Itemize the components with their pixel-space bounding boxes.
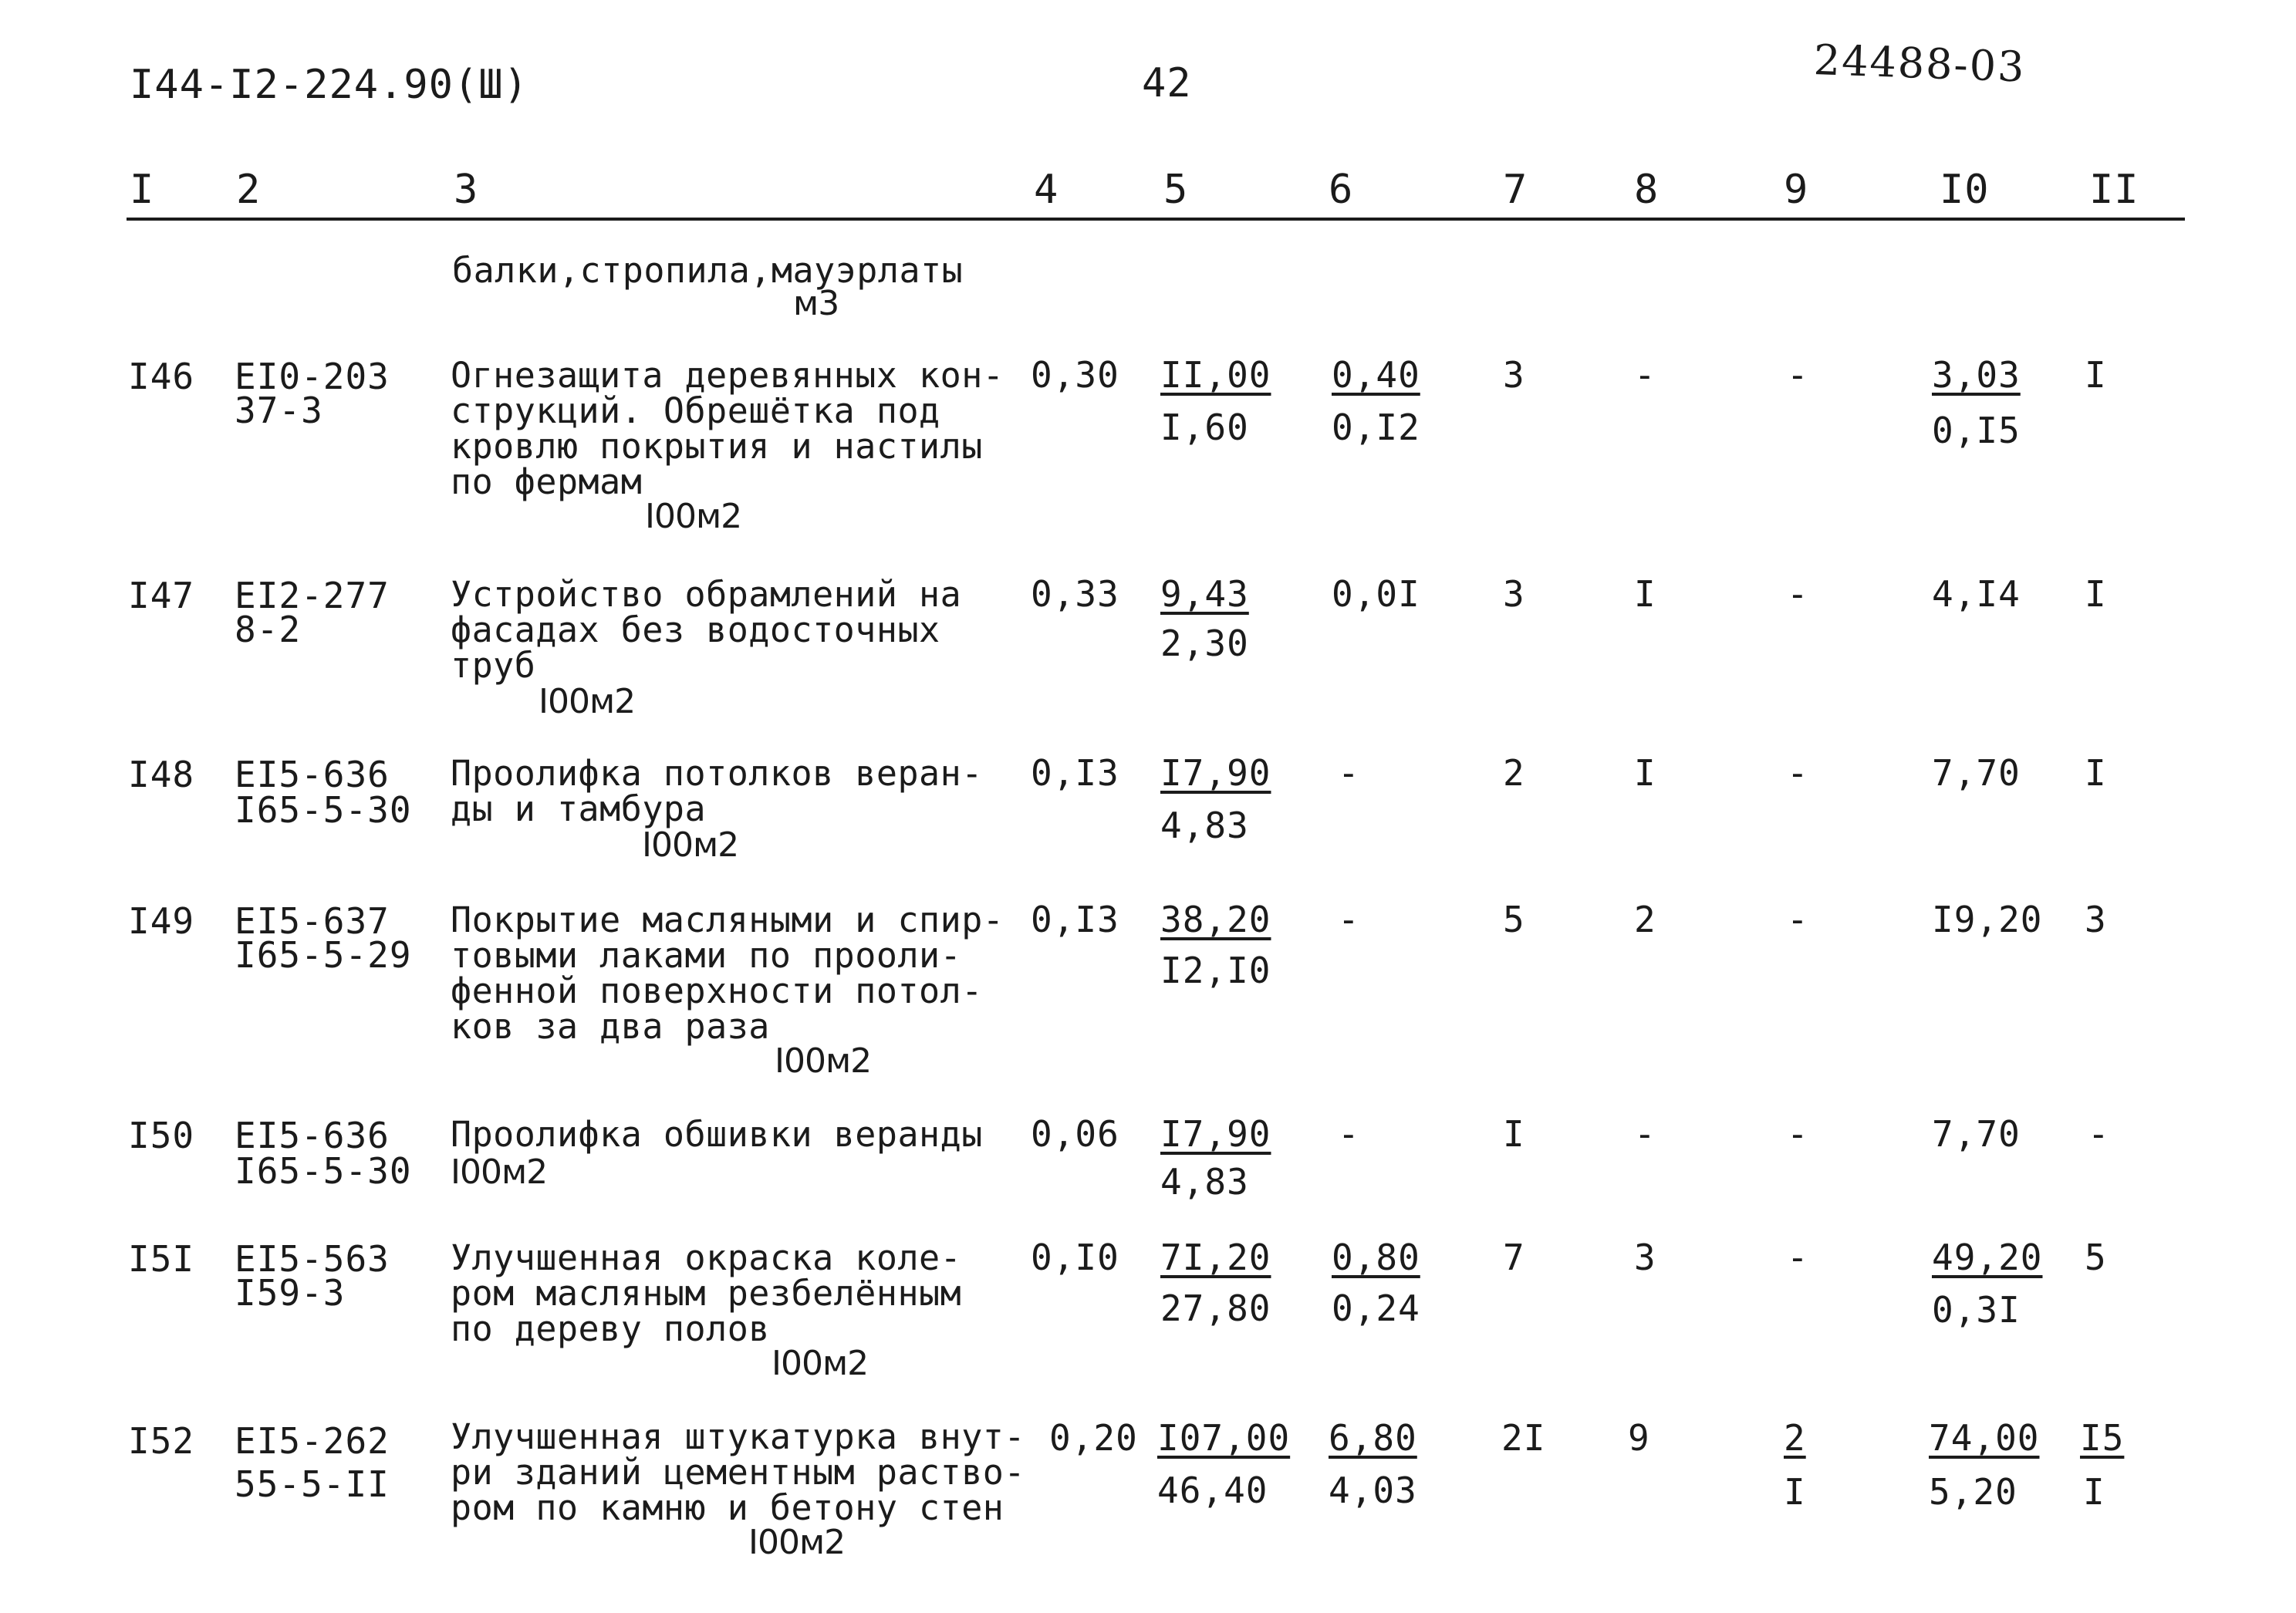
cell-col5-bottom: 4,83	[1160, 805, 1249, 846]
cell-col6-top: -	[1338, 752, 1360, 794]
column-header-9: 9	[1784, 167, 1809, 213]
norm-code-line1: EI5-563	[235, 1238, 390, 1280]
norm-code-line2: 37-3	[235, 390, 323, 431]
cell-col11-bottom: I	[2083, 1471, 2105, 1513]
cell-col6-top: 6,80	[1329, 1417, 1417, 1459]
work-description-line: по фермам	[451, 461, 643, 502]
cell-col4: 0,30	[1031, 354, 1119, 396]
measure-unit: I00м2	[539, 682, 636, 721]
cell-col6-bottom: 0,24	[1332, 1287, 1420, 1329]
cell-col8: 9	[1628, 1417, 1650, 1459]
work-description-line: кровлю покрытия и настилы	[451, 426, 983, 467]
cell-col6-top: 0,0I	[1332, 573, 1420, 615]
cell-col5-top: I7,90	[1160, 1113, 1271, 1155]
cell-col10-bottom: 0,3I	[1932, 1289, 2021, 1331]
cell-col5-bottom: 2,30	[1160, 623, 1249, 664]
header-rule	[127, 218, 2185, 221]
work-description-line: Проолифка обшивки веранды	[451, 1114, 983, 1155]
row-number: I48	[128, 754, 195, 795]
column-header-3: 3	[454, 167, 479, 213]
cell-col5-bottom: I,60	[1160, 407, 1249, 448]
work-description-line: ром масляным резбелённым	[451, 1273, 962, 1314]
work-description-line: фасадах без водосточных	[451, 609, 940, 650]
cell-col9-top: -	[1787, 752, 1809, 794]
norm-code-line1: EI2-277	[235, 575, 390, 616]
cell-col5-top: 38,20	[1160, 899, 1271, 940]
norm-code-line2: I59-3	[235, 1272, 346, 1314]
cell-col5-bottom: I2,I0	[1160, 950, 1271, 991]
cell-col10-top: 7,70	[1932, 1113, 2021, 1155]
cell-col5-top: 9,43	[1160, 573, 1249, 615]
cell-col5-bottom: 4,83	[1160, 1161, 1249, 1203]
work-description-line: Устройство обрамлений на	[451, 574, 962, 615]
norm-code-line2: 8-2	[235, 609, 302, 650]
norm-code-line1: EI5-636	[235, 1115, 390, 1156]
cell-col10-top: 49,20	[1932, 1237, 2043, 1278]
cell-col7: 3	[1503, 354, 1525, 396]
cell-col9-top: -	[1787, 1237, 1809, 1278]
cell-col8: -	[1634, 1113, 1656, 1155]
cell-col4: 0,I3	[1031, 899, 1119, 940]
cell-col5-top: II,00	[1160, 354, 1271, 396]
work-description-line: Улучшенная окраска коле-	[451, 1237, 962, 1278]
cell-col5-bottom: 46,40	[1157, 1470, 1268, 1511]
work-description-line: Проолифка потолков веран-	[451, 753, 983, 794]
measure-unit: I00м2	[748, 1523, 846, 1562]
cell-col7: 3	[1503, 573, 1525, 615]
measure-unit: I00м2	[451, 1152, 548, 1192]
cell-col10-top: 4,I4	[1932, 573, 2021, 615]
norm-code-line1: EI0-203	[235, 356, 390, 397]
cell-col7: I	[1503, 1113, 1525, 1155]
work-description-line: товыми лаками по прооли-	[451, 935, 962, 976]
cell-col7: 7	[1503, 1237, 1525, 1278]
row-number: I49	[128, 900, 195, 942]
row-number: I50	[128, 1115, 195, 1156]
cell-col8: I	[1634, 752, 1656, 794]
work-description-line: ром по камню и бетону стен	[451, 1487, 1004, 1528]
cell-col9-bottom: I	[1784, 1471, 1806, 1513]
work-description-line: ков за два раза	[451, 1006, 770, 1047]
work-description-line: по дереву полов	[451, 1308, 770, 1349]
cell-col11-top: -	[2088, 1113, 2110, 1155]
page-number: 42	[1142, 60, 1192, 106]
cell-col4: 0,I0	[1031, 1237, 1119, 1278]
stamp-number: 24488-03	[1812, 35, 2027, 92]
continuation-text: балки,стропила,мауэрлаты	[452, 250, 964, 291]
cell-col5-top: I7,90	[1160, 752, 1271, 794]
cell-col10-top: 7,70	[1932, 752, 2021, 794]
cell-col11-top: I	[2085, 573, 2107, 615]
cell-col10-top: 3,03	[1932, 354, 2021, 396]
column-header-5: 5	[1163, 167, 1189, 213]
cell-col4: 0,33	[1031, 573, 1119, 615]
cell-col9-top: -	[1787, 573, 1809, 615]
cell-col8: 3	[1634, 1237, 1656, 1278]
cell-col5-bottom: 27,80	[1160, 1287, 1271, 1329]
cell-col6-top: 0,40	[1332, 354, 1420, 396]
cell-col4: 0,20	[1049, 1417, 1138, 1459]
cell-col9-top: -	[1787, 899, 1809, 940]
cell-col4: 0,06	[1031, 1113, 1119, 1155]
cell-col11-top: 5	[2085, 1237, 2107, 1278]
cell-col10-top: I9,20	[1932, 899, 2043, 940]
column-header-7: 7	[1503, 167, 1528, 213]
measure-unit: I00м2	[642, 825, 739, 865]
cell-col11-top: 3	[2085, 899, 2107, 940]
cell-col10-top: 74,00	[1929, 1417, 2040, 1459]
norm-code-line1: EI5-636	[235, 754, 390, 795]
norm-code-line2: I65-5-29	[235, 934, 412, 976]
work-description-line: ды и тамбура	[451, 788, 707, 829]
norm-code-line2: I65-5-30	[235, 789, 412, 831]
column-header-6: 6	[1329, 167, 1354, 213]
cell-col7: 2	[1503, 752, 1525, 794]
cell-col6-top: 0,80	[1332, 1237, 1420, 1278]
cell-col10-bottom: 5,20	[1929, 1471, 2017, 1513]
cell-col11-top: I	[2085, 354, 2107, 396]
cell-col9-top: -	[1787, 1113, 1809, 1155]
cell-col9-top: 2	[1784, 1417, 1806, 1459]
cell-col6-top: -	[1338, 899, 1360, 940]
work-description-line: фенной поверхности потол-	[451, 970, 983, 1011]
column-header-11: II	[2089, 167, 2139, 213]
cell-col7: 2I	[1501, 1417, 1546, 1459]
cell-col8: I	[1634, 573, 1656, 615]
work-description-line: Улучшенная штукатурка внут-	[451, 1416, 1025, 1457]
norm-code-line1: EI5-637	[235, 900, 390, 942]
work-description-line: Огнезащита деревянных кон-	[451, 355, 1004, 396]
measure-unit: I00м2	[775, 1041, 872, 1081]
cell-col11-top: I5	[2080, 1417, 2125, 1459]
cell-col5-top: 7I,20	[1160, 1237, 1271, 1278]
measure-unit: I00м2	[645, 497, 742, 536]
work-description-line: Покрытие масляными и спир-	[451, 899, 1004, 940]
cell-col5-top: I07,00	[1157, 1417, 1291, 1459]
column-header-8: 8	[1634, 167, 1660, 213]
cell-col7: 5	[1503, 899, 1525, 940]
row-number: I5I	[128, 1238, 195, 1280]
measure-unit: I00м2	[772, 1344, 869, 1383]
row-number: I46	[128, 356, 195, 397]
cell-col9-top: -	[1787, 354, 1809, 396]
norm-code-line1: EI5-262	[235, 1420, 390, 1462]
work-description-line: ри зданий цементным раство-	[451, 1452, 1025, 1493]
row-number: I47	[128, 575, 195, 616]
column-header-10: I0	[1940, 167, 1990, 213]
cell-col4: 0,I3	[1031, 752, 1119, 794]
cell-col8: 2	[1634, 899, 1656, 940]
norm-code-line2: I65-5-30	[235, 1150, 412, 1192]
document-code: I44-I2-224.90(Ш)	[130, 62, 528, 108]
work-description-line: струкций. Обрешётка под	[451, 390, 940, 431]
cell-col6-bottom: 4,03	[1329, 1470, 1417, 1511]
cell-col10-bottom: 0,I5	[1932, 410, 2021, 451]
row-number: I52	[128, 1420, 195, 1462]
norm-code-line2: 55-5-II	[235, 1463, 390, 1505]
column-header-4: 4	[1034, 167, 1059, 213]
cell-col8: -	[1634, 354, 1656, 396]
work-description-line: труб	[451, 645, 536, 686]
cell-col6-bottom: 0,I2	[1332, 407, 1420, 448]
cell-col6-top: -	[1338, 1113, 1360, 1155]
cell-col11-top: I	[2085, 752, 2107, 794]
column-header-2: 2	[236, 167, 262, 213]
column-header-1: I	[130, 167, 155, 213]
continuation-unit: м3	[793, 284, 839, 323]
